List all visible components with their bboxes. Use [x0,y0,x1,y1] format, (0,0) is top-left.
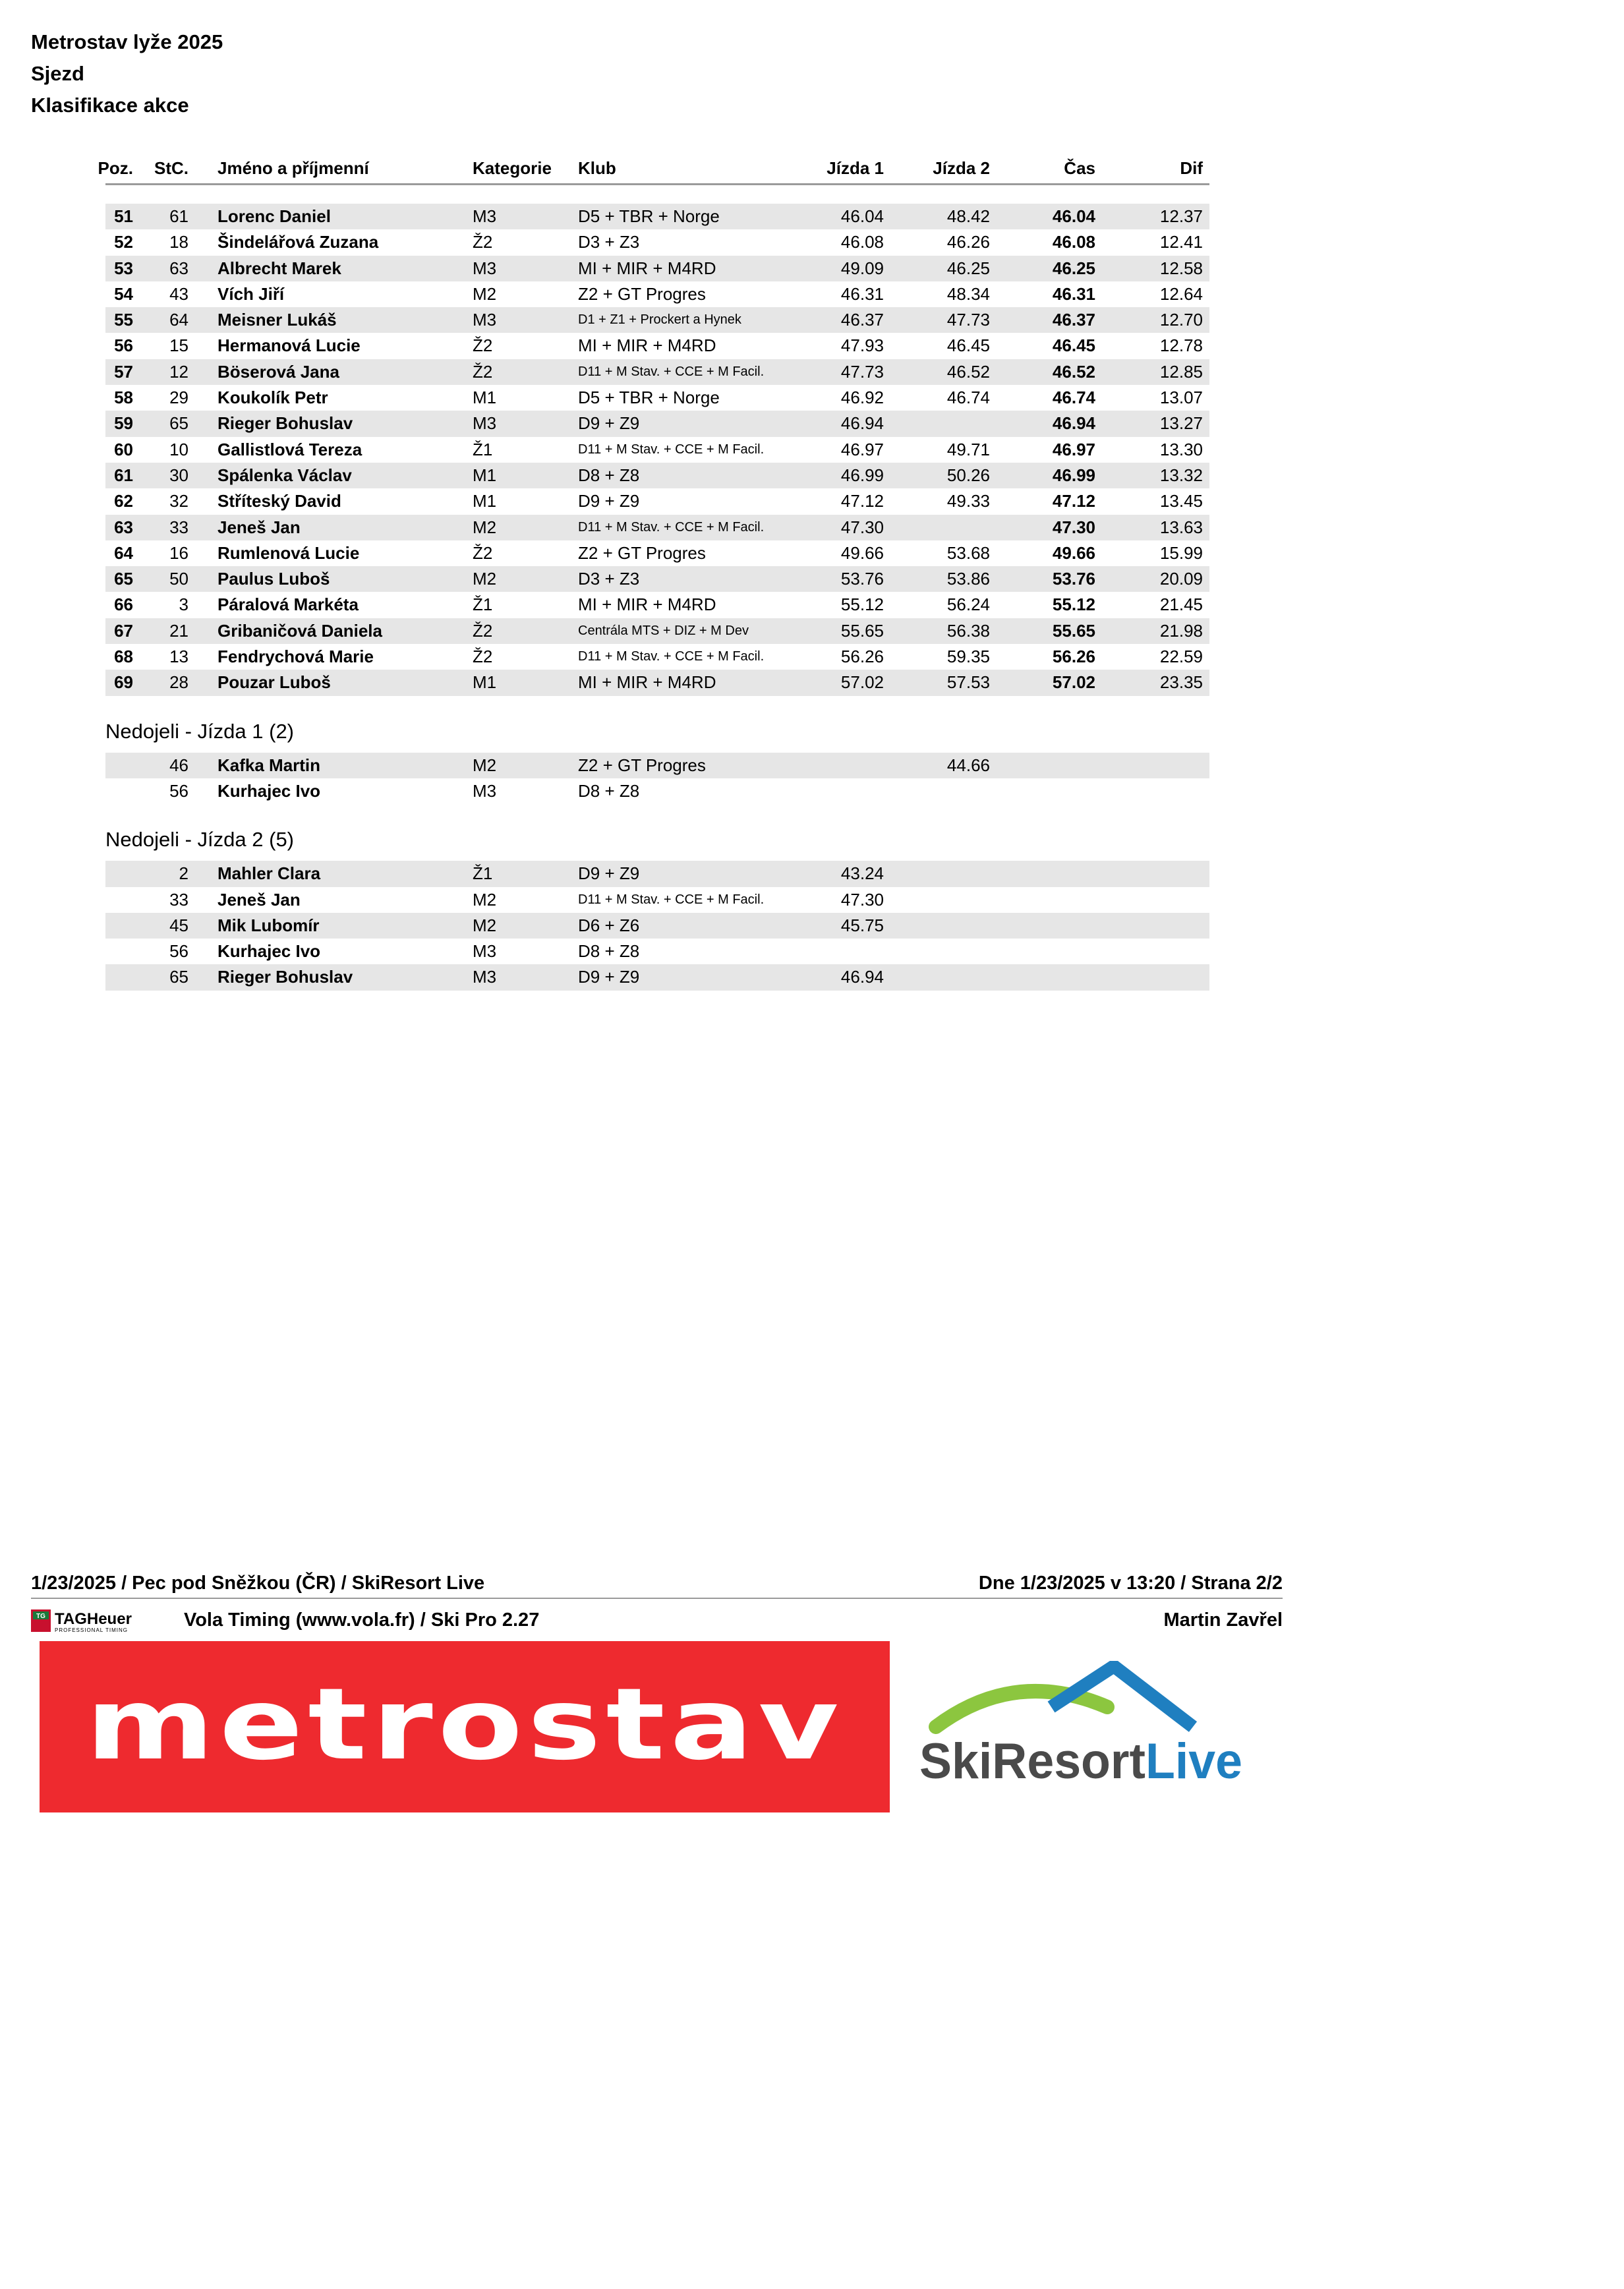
cell-jizda2: 48.34 [946,283,990,304]
col-jizda1: Jízda 1 [826,158,884,178]
cell-poz: 63 [114,517,133,537]
cell-cas: 46.52 [1052,361,1095,382]
footer-credits [31,1606,1283,1635]
cell-dif: 13.27 [1159,413,1203,434]
cell-cas: 46.74 [1052,388,1095,408]
cell-jizda2: 48.42 [946,206,990,226]
cell-kategorie: M3 [473,310,497,330]
footer-event-info: 1/23/2025 / Pec pod Sněžkou (ČR) / SkiResort Live [31,1573,485,1594]
cell-kategorie: M2 [473,569,497,589]
cell-klub: D8 + Z8 [578,941,640,962]
cell-jizda1: 46.31 [840,283,884,304]
cell-name: Šindelářová Zuzana [218,232,379,252]
cell-cas: 46.94 [1052,413,1095,434]
metrostav-wordmark: metrostav [86,1667,844,1782]
cell-jizda2: 53.86 [946,569,990,589]
cell-kategorie: Ž2 [473,620,493,641]
results-table [98,153,1209,991]
cell-kategorie: Ž1 [473,863,493,884]
cell-cas: 55.65 [1052,620,1095,641]
cell-jizda1: 49.09 [840,258,884,278]
skiresort-live-logo [910,1661,1252,1793]
cell-cas: 49.66 [1052,542,1095,563]
cell-dif: 12.78 [1159,335,1203,356]
cell-kategorie: M3 [473,258,497,278]
cell-klub: D3 + Z3 [578,569,640,589]
cell-jizda1: 47.30 [840,517,884,537]
table-row [105,463,1209,488]
cell-jizda2: 47.73 [946,310,990,330]
cell-klub: Z2 + GT Progres [578,542,706,563]
table-row [105,540,1209,566]
skiresort-wordmark: SkiResort [919,1733,1153,1789]
cell-klub: D1 + Z1 + Prockert a Hynek [578,312,741,328]
cell-stc: 43 [169,283,188,304]
cell-kategorie: Ž1 [473,439,493,459]
cell-kategorie: Ž1 [473,594,493,615]
cell-jizda1: 53.76 [840,569,884,589]
dnf-run1-title: Nedojeli - Jízda 1 (2) [105,719,295,743]
cell-jizda2: 49.71 [946,439,990,459]
cell-jizda1: 46.97 [840,439,884,459]
cell-klub: D3 + Z3 [578,232,640,252]
cell-jizda2: 46.52 [946,361,990,382]
cell-stc: 28 [169,672,188,693]
cell-name: Gribaničová Daniela [218,620,382,641]
cell-stc: 15 [169,335,188,356]
cell-cas: 46.25 [1052,258,1095,278]
live-wordmark: Live [1145,1733,1246,1789]
cell-stc: 21 [169,620,188,641]
cell-jizda2: 56.38 [946,620,990,641]
cell-dif: 13.07 [1159,388,1203,408]
cell-kategorie: M2 [473,915,497,935]
cell-klub: D9 + Z9 [578,967,640,987]
cell-dif: 12.37 [1159,206,1203,226]
cell-jizda2: 46.45 [946,335,990,356]
cell-jizda1: 57.02 [840,672,884,693]
cell-stc: 16 [169,542,188,563]
col-cas: Čas [1064,158,1095,178]
cell-dif: 13.32 [1159,465,1203,485]
cell-jizda1: 47.93 [840,335,884,356]
cell-stc: 50 [169,569,188,589]
cell-name: Páralová Markéta [218,594,359,615]
cell-name: Meisner Lukáš [218,310,337,330]
tagheuer-subtitle: PROFESSIONAL TIMING [55,1627,129,1633]
cell-jizda1: 46.04 [840,206,884,226]
cell-jizda1: 46.94 [840,413,884,434]
cell-kategorie: M1 [473,388,497,408]
skiresort-arc-icon [936,1691,1107,1727]
col-klub: Klub [578,158,616,178]
cell-poz: 60 [114,439,133,459]
cell-name: Jeneš Jan [218,517,301,537]
cell-jizda1: 46.08 [840,232,884,252]
cell-name: Paulus Luboš [218,569,330,589]
table-row [105,385,1209,411]
cell-jizda2: 46.25 [946,258,990,278]
cell-klub: D9 + Z9 [578,863,640,884]
cell-jizda1: 47.12 [840,491,884,511]
cell-klub: D5 + TBR + Norge [578,206,720,226]
cell-jizda1: 46.99 [840,465,884,485]
cell-cas: 55.12 [1052,594,1095,615]
table-row [105,861,1209,886]
cell-klub: MI + MIR + M4RD [578,672,716,693]
col-name: Jméno a příjmenní [218,158,369,178]
cell-kategorie: M1 [473,491,497,511]
cell-jizda2: 57.53 [946,672,990,693]
cell-name: Albrecht Marek [218,258,341,278]
footer-operator: Martin Zavřel [1163,1609,1283,1631]
cell-kategorie: M3 [473,206,497,226]
col-poz: Poz. [98,158,133,178]
cell-name: Koukolík Petr [218,388,328,408]
table-row [105,204,1209,229]
cell-poz: 53 [114,258,133,278]
cell-dif: 23.35 [1159,672,1203,693]
cell-jizda2: 50.26 [946,465,990,485]
cell-klub: D11 + M Stav. + CCE + M Facil. [578,892,765,907]
table-row [105,913,1209,939]
cell-stc: 46 [169,755,188,775]
cell-jizda2: 53.68 [946,542,990,563]
cell-cas: 46.37 [1052,310,1095,330]
cell-stc: 45 [169,915,188,935]
col-jizda2: Jízda 2 [933,158,990,178]
cell-kategorie: M3 [473,941,497,962]
table-row [105,359,1209,385]
cell-dif: 22.59 [1159,647,1203,667]
cell-name: Vích Jiří [218,283,285,304]
table-row [105,964,1209,990]
table-row [105,566,1209,592]
cell-klub: MI + MIR + M4RD [578,335,716,356]
cell-name: Hermanová Lucie [218,335,361,356]
cell-name: Rieger Bohuslav [218,413,353,434]
cell-cas: 46.08 [1052,232,1095,252]
footer-info [31,1569,1283,1599]
cell-stc: 30 [169,465,188,485]
cell-klub: Z2 + GT Progres [578,283,706,304]
cell-klub: D9 + Z9 [578,413,640,434]
cell-jizda2: 44.66 [946,755,990,775]
cell-dif: 21.98 [1159,620,1203,641]
cell-kategorie: Ž2 [473,335,493,356]
cell-poz: 68 [114,647,133,667]
table-row [105,515,1209,540]
cell-cas: 46.31 [1052,283,1095,304]
cell-jizda2: 49.33 [946,491,990,511]
cell-stc: 3 [179,594,188,615]
dnf-run2-title: Nedojeli - Jízda 2 (5) [105,828,295,852]
cell-stc: 12 [169,361,188,382]
cell-name: Kurhajec Ivo [218,780,321,801]
cell-dif: 13.45 [1159,491,1203,511]
table-row [105,644,1209,670]
cell-dif: 12.85 [1159,361,1203,382]
cell-name: Stříteský David [218,491,341,511]
tagheuer-wordmark: TAGHeuer [55,1610,132,1628]
skiresort-roof-icon [1051,1666,1193,1727]
cell-stc: 10 [169,439,188,459]
cell-dif: 21.45 [1159,594,1203,615]
footer-date-page: Dne 1/23/2025 v 13:20 / Strana 2/2 [978,1573,1283,1594]
cell-stc: 32 [169,491,188,511]
svg-text:TG: TG [36,1613,45,1620]
cell-name: Pouzar Luboš [218,672,331,693]
table-row [105,437,1209,463]
cell-jizda1: 56.26 [840,647,884,667]
cell-kategorie: M3 [473,780,497,801]
col-dif: Dif [1180,158,1203,178]
cell-dif: 12.41 [1159,232,1203,252]
cell-name: Gallistlová Tereza [218,439,362,459]
cell-name: Jeneš Jan [218,889,301,910]
cell-name: Mahler Clara [218,863,321,884]
cell-dif: 12.58 [1159,258,1203,278]
cell-poz: 67 [114,620,133,641]
cell-poz: 69 [114,672,133,693]
cell-poz: 55 [114,310,133,330]
cell-name: Rieger Bohuslav [218,967,353,987]
cell-stc: 18 [169,232,188,252]
cell-stc: 63 [169,258,188,278]
cell-poz: 58 [114,388,133,408]
table-row [105,618,1209,644]
cell-jizda1: 45.75 [840,915,884,935]
cell-jizda1: 46.94 [840,967,884,987]
cell-jizda2: 46.26 [946,232,990,252]
cell-poz: 59 [114,413,133,434]
cell-klub: D9 + Z9 [578,491,640,511]
cell-jizda2: 59.35 [946,647,990,667]
cell-jizda1: 43.24 [840,863,884,884]
cell-cas: 46.04 [1052,206,1095,226]
cell-kategorie: M2 [473,755,497,775]
event-title: Metrostav lyže 2025 [31,30,223,53]
cell-kategorie: Ž2 [473,647,493,667]
table-row [105,229,1209,255]
cell-klub: D6 + Z6 [578,915,640,935]
table-row [105,778,1209,804]
cell-kategorie: M2 [473,283,497,304]
classification-title: Klasifikace akce [31,94,189,117]
cell-klub: D11 + M Stav. + CCE + M Facil. [578,364,765,379]
cell-cas: 47.12 [1052,491,1095,511]
cell-jizda1: 49.66 [840,542,884,563]
cell-kategorie: M2 [473,889,497,910]
cell-klub: D5 + TBR + Norge [578,388,720,408]
cell-jizda1: 46.37 [840,310,884,330]
dnf-run1-body [105,753,1209,805]
cell-stc: 29 [169,388,188,408]
table-row [105,670,1209,695]
table-row [105,939,1209,964]
cell-stc: 64 [169,310,188,330]
cell-dif: 13.30 [1159,439,1203,459]
cell-cas: 47.30 [1052,517,1095,537]
cell-klub: MI + MIR + M4RD [578,258,716,278]
cell-kategorie: M1 [473,672,497,693]
table-row [105,256,1209,281]
cell-poz: 51 [114,206,133,226]
svg-text:SkiResortLive [919,1733,1246,1789]
cell-stc: 33 [169,517,188,537]
cell-name: Kafka Martin [218,755,321,775]
cell-dif: 15.99 [1159,542,1203,563]
table-row [105,488,1209,514]
cell-poz: 65 [114,569,133,589]
cell-cas: 46.97 [1052,439,1095,459]
cell-jizda1: 55.65 [840,620,884,641]
cell-name: Rumlenová Lucie [218,542,360,563]
table-row [105,411,1209,436]
cell-klub: D11 + M Stav. + CCE + M Facil. [578,442,765,457]
cell-stc: 65 [169,413,188,434]
cell-poz: 57 [114,361,133,382]
cell-stc: 2 [179,863,188,884]
cell-klub: MI + MIR + M4RD [578,594,716,615]
document-header [31,26,223,121]
cell-cas: 46.99 [1052,465,1095,485]
cell-poz: 56 [114,335,133,356]
cell-poz: 64 [114,542,133,563]
table-row [105,281,1209,307]
cell-jizda1: 55.12 [840,594,884,615]
cell-name: Kurhajec Ivo [218,941,321,962]
col-stc: StC. [154,158,188,178]
cell-poz: 52 [114,232,133,252]
cell-stc: 56 [169,780,188,801]
cell-stc: 13 [169,647,188,667]
cell-klub: D11 + M Stav. + CCE + M Facil. [578,519,765,535]
cell-jizda1: 46.92 [840,388,884,408]
cell-kategorie: M3 [473,967,497,987]
table-row [105,887,1209,913]
cell-dif: 13.63 [1159,517,1203,537]
table-row [105,307,1209,333]
cell-kategorie: Ž2 [473,542,493,563]
cell-klub: D8 + Z8 [578,465,640,485]
dnf-run2-body [105,861,1209,990]
footer-software: Vola Timing (www.vola.fr) / Ski Pro 2.27 [184,1609,540,1631]
cell-kategorie: M3 [473,413,497,434]
cell-stc: 65 [169,967,188,987]
cell-poz: 54 [114,283,133,304]
table-header [98,153,1209,185]
table-row [105,753,1209,778]
cell-dif: 12.70 [1159,310,1203,330]
cell-klub: Centrála MTS + DIZ + M Dev [578,623,749,638]
cell-klub: Z2 + GT Progres [578,755,706,775]
cell-jizda2: 46.74 [946,388,990,408]
cell-kategorie: M2 [473,517,497,537]
cell-cas: 53.76 [1052,569,1095,589]
cell-cas: 57.02 [1052,672,1095,693]
metrostav-logo [40,1641,890,1812]
cell-stc: 61 [169,206,188,226]
cell-kategorie: M1 [473,465,497,485]
cell-cas: 46.45 [1052,335,1095,356]
cell-name: Fendrychová Marie [218,647,374,667]
table-row [105,592,1209,618]
cell-stc: 56 [169,941,188,962]
cell-dif: 12.64 [1159,283,1203,304]
results-body [105,204,1209,696]
table-row [105,333,1209,359]
cell-cas: 56.26 [1052,647,1095,667]
cell-name: Böserová Jana [218,361,339,382]
cell-jizda1: 47.73 [840,361,884,382]
cell-stc: 33 [169,889,188,910]
cell-kategorie: Ž2 [473,232,493,252]
cell-name: Mik Lubomír [218,915,320,935]
col-kategorie: Kategorie [473,158,552,178]
cell-kategorie: Ž2 [473,361,493,382]
cell-dif: 20.09 [1159,569,1203,589]
cell-jizda1: 47.30 [840,889,884,910]
cell-poz: 66 [114,594,133,615]
header-gap [105,185,1209,204]
cell-jizda2: 56.24 [946,594,990,615]
cell-poz: 61 [114,465,133,485]
discipline-title: Sjezd [31,62,84,85]
cell-poz: 62 [114,491,133,511]
cell-name: Spálenka Václav [218,465,352,485]
cell-klub: D8 + Z8 [578,780,640,801]
cell-klub: D11 + M Stav. + CCE + M Facil. [578,649,765,664]
cell-name: Lorenc Daniel [218,206,331,226]
